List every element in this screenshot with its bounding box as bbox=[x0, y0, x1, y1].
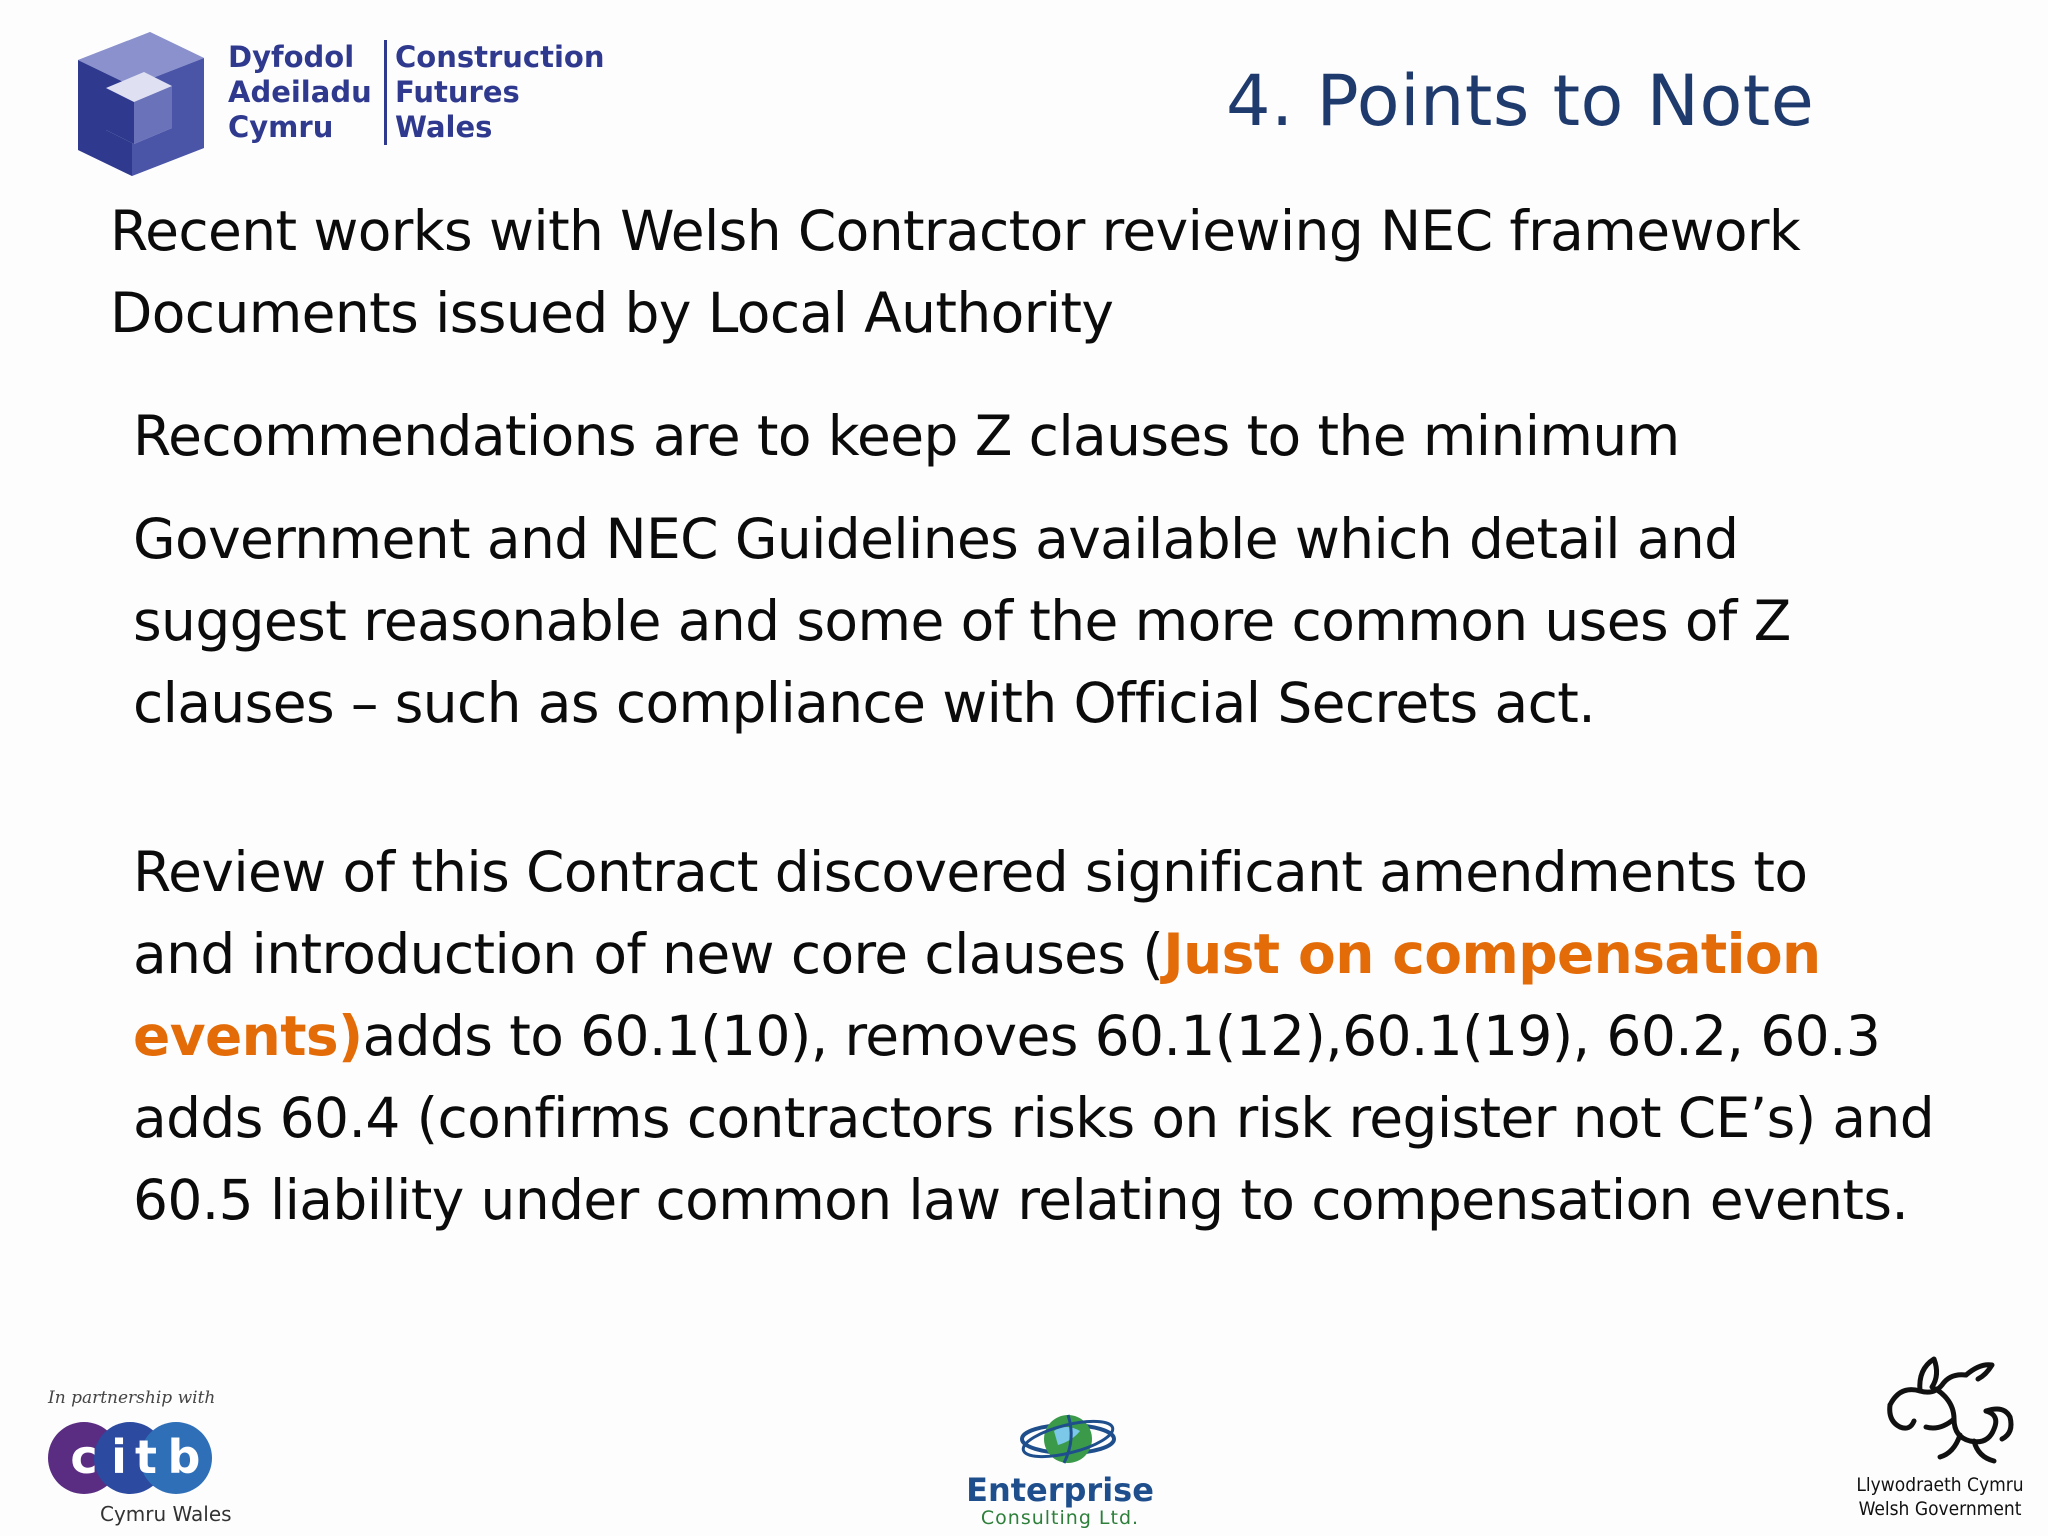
welsh-name: Llywodraeth Cymru bbox=[1856, 1474, 2024, 1496]
text-line: Recent works with Welsh Contractor reviewing NEC framework bbox=[110, 199, 1801, 263]
logo-line: Cymru bbox=[228, 110, 334, 144]
logo-line: Wales bbox=[395, 110, 493, 144]
citb-letter-c: c bbox=[70, 1430, 98, 1484]
text-segment: and introduction of new core clauses ( bbox=[133, 922, 1164, 986]
citb-letter-t: t bbox=[135, 1430, 157, 1484]
logo-line: Adeiladu bbox=[228, 75, 372, 109]
logo-english-text bbox=[384, 40, 605, 145]
cube-logo-icon bbox=[70, 30, 210, 178]
text-line: 60.5 liability under common law relating to compensation events. bbox=[133, 1168, 1909, 1232]
text-line: Review of this Contract discovered significant amendments to bbox=[133, 840, 1808, 904]
enterprise-consulting-logo bbox=[900, 1405, 1220, 1530]
slide-title: 4. Points to Note bbox=[1226, 60, 1815, 142]
partnership-label: In partnership with bbox=[48, 1388, 216, 1408]
dragon-icon bbox=[1870, 1345, 2020, 1475]
logo-line: Dyfodol bbox=[228, 40, 355, 74]
text-line bbox=[133, 995, 1934, 1077]
construction-futures-wales-logo bbox=[70, 30, 605, 180]
welsh-government-logo bbox=[1840, 1345, 2040, 1530]
highlighted-text: Just on compensation bbox=[1163, 922, 1821, 986]
text-line: suggest reasonable and some of the more common uses of Z bbox=[133, 589, 1791, 653]
text-line: Government and NEC Guidelines available which detail and bbox=[133, 507, 1739, 571]
highlighted-text: events) bbox=[133, 1004, 363, 1068]
logo-line: Construction bbox=[395, 40, 605, 74]
text-line bbox=[133, 913, 1934, 995]
welsh-government-wordmark bbox=[1840, 1473, 2040, 1521]
english-name: Welsh Government bbox=[1858, 1498, 2022, 1520]
logo-welsh-text bbox=[228, 40, 372, 145]
citb-logo bbox=[44, 1388, 274, 1528]
citb-letter-i: i bbox=[111, 1430, 127, 1484]
text-segment: adds to 60.1(10), removes 60.1(12),60.1(19), 60.2, 60.3 bbox=[362, 1004, 1881, 1068]
intro-paragraph bbox=[110, 190, 1800, 354]
citb-letter-b: b bbox=[167, 1430, 201, 1484]
citb-region-label: Cymru Wales bbox=[100, 1502, 232, 1526]
review-paragraph bbox=[133, 831, 1934, 1241]
citb-wordmark-icon bbox=[44, 1418, 244, 1498]
text-line: adds 60.4 (confirms contractors risks on risk register not CE’s) and bbox=[133, 1086, 1935, 1150]
globe-icon bbox=[1018, 1405, 1118, 1471]
enterprise-subtitle: Consulting Ltd. bbox=[980, 1507, 1140, 1529]
guidelines-paragraph bbox=[133, 498, 1791, 744]
recommendation-paragraph: Recommendations are to keep Z clauses to the minimum bbox=[133, 404, 1680, 468]
text-line: Documents issued by Local Authority bbox=[110, 281, 1114, 345]
enterprise-name: Enterprise bbox=[966, 1471, 1154, 1509]
logo-line: Futures bbox=[395, 75, 520, 109]
text-line: clauses – such as compliance with Official Secrets act. bbox=[133, 671, 1596, 735]
